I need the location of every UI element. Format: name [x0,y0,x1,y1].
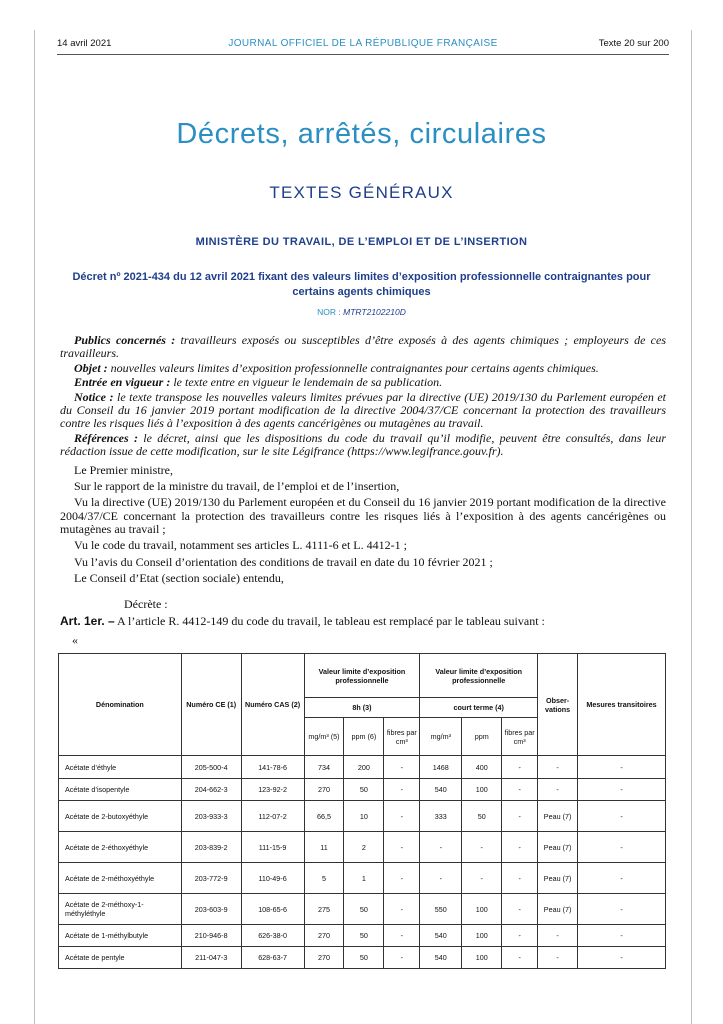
cell-mgct: 540 [420,947,462,969]
cell-ppmct: 100 [462,779,502,801]
cell-ce: 205-500-4 [181,756,241,779]
cell-fib8: - [384,801,420,832]
cell-fibct: - [502,756,538,779]
table-row [59,863,666,894]
notice-label: Entrée en vigueur : [74,375,171,390]
section-title: Décrets, arrêtés, circulaires [176,118,547,150]
header-text-number: Texte 20 sur 200 [598,38,669,49]
cell-mes: - [578,925,666,947]
notice-label: Objet : [74,360,108,375]
cell-name: Acétate de 1-méthylbutyle [59,925,182,947]
cell-name: Acétate d’isopentyle [59,779,182,801]
article-1 [60,614,666,629]
notice-text: le texte transpose les nouvelles valeurs limites prévues par la directive (UE) 2019/130 du Parlement européen et du Conseil du 16 janvier 2019 portant modification de la directive 2004/37/CE concernant la protection des travailleurs contre les risques liés à l’exposition à des agents cancérigènes ou mutagènes au travail. [60,389,666,431]
cell-fib8: - [384,947,420,969]
preamble-paragraph: Le Premier ministre, [74,463,173,477]
cell-fibct: - [502,779,538,801]
cell-fib8: - [384,779,420,801]
notice-text: le décret, ainsi que les dispositions du code du travail qu’il modifie, peuvent être consultés, dans leur rédaction issue de cette modification, sur le site Légifrance (https://www.legifrance.gouv.fr). [60,430,666,459]
cell-fib8: - [384,925,420,947]
cell-fib8: - [384,832,420,863]
cell-mes: - [578,779,666,801]
header-date: 14 avril 2021 [57,38,112,49]
table-row [59,801,666,832]
table-row [59,947,666,969]
cell-obs: Peau (7) [538,832,578,863]
nor-label: NOR : [317,307,341,317]
header-rule [57,54,669,55]
cell-fib8: - [384,756,420,779]
preamble-paragraph: Vu la directive (UE) 2019/130 du Parlement européen et du Conseil du 16 janvier 2019 portant modification de la directive 2004/37/CE concernant la protection des travailleurs contre les risques liés à l’exposition à des agents cancérigènes ou mutagènes au travail ; [60,495,666,537]
decree-preamble [60,464,666,588]
cell-mes: - [578,756,666,779]
nor-code: MTRT2102210D [343,307,406,317]
cell-mgct: 1468 [420,756,462,779]
cell-fibct: - [502,947,538,969]
col-ppm-8h: ppm (6) [344,718,384,756]
col-fibres-8h: fibres par cm³ [384,718,420,756]
cell-ppm8: 2 [344,832,384,863]
cell-obs: - [538,756,578,779]
cell-name: Acétate de 2-méthoxy-1-méthyléthyle [59,894,182,925]
article-text: A l’article R. 4412-149 du code du travail, le tableau est remplacé par le tableau suivant : [114,614,545,628]
cell-name: Acétate d’éthyle [59,756,182,779]
preamble-paragraph: Sur le rapport de la ministre du travail, de l’emploi et de l’insertion, [74,479,400,494]
cell-fib8: - [384,894,420,925]
cell-mg8: 734 [304,756,344,779]
cell-mes: - [578,801,666,832]
cell-obs: Peau (7) [538,894,578,925]
col-observations: Obser-vations [538,654,578,756]
cell-ppmct: 100 [462,925,502,947]
cell-obs: - [538,779,578,801]
cell-obs: Peau (7) [538,863,578,894]
notice-item [60,432,666,459]
cell-mg8: 66,5 [304,801,344,832]
notice-item [60,334,666,361]
notice-label: Publics concernés : [74,333,176,347]
preamble-paragraph: Le Conseil d’Etat (section sociale) entendu, [74,570,284,585]
cell-mgct: 550 [420,894,462,925]
cell-name: Acétate de 2-éthoxyéthyle [59,832,182,863]
cell-cas: 110-49-6 [241,863,304,894]
cell-name: Acétate de pentyle [59,947,182,969]
cell-obs: - [538,947,578,969]
cell-mgct: 333 [420,801,462,832]
col-mesures: Mesures transitoires [578,654,666,756]
cell-fibct: - [502,925,538,947]
cell-obs: Peau (7) [538,801,578,832]
notice-item [60,391,666,431]
cell-ppmct: - [462,832,502,863]
col-group-vle: Valeur limite d’exposition professionnelle [304,654,420,698]
cell-fibct: - [502,801,538,832]
table-row [59,756,666,779]
cell-name: Acétate de 2-méthoxyéthyle [59,863,182,894]
preamble-paragraph: Vu l’avis du Conseil d’orientation des conditions de travail en date du 10 février 2021 ; [74,554,493,569]
table-row [59,925,666,947]
cell-cas: 111-15-9 [241,832,304,863]
notice-label: Notice : [74,389,114,404]
cell-ppmct: - [462,863,502,894]
cell-mes: - [578,832,666,863]
cell-cas: 626-38-0 [241,925,304,947]
decrete-line: Décrète : [124,597,168,611]
cell-ce: 203-772-9 [181,863,241,894]
cell-ce: 203-933-3 [181,801,241,832]
cell-ppm8: 50 [344,925,384,947]
col-ppm-ct: ppm [462,718,502,756]
col-group-court-terme: Valeur limite d’exposition professionnelle [420,654,538,698]
nor-reference [0,307,723,317]
cell-obs: - [538,925,578,947]
cell-ppm8: 50 [344,894,384,925]
cell-ppm8: 200 [344,756,384,779]
cell-mg8: 270 [304,779,344,801]
decree-title: Décret nº 2021-434 du 12 avril 2021 fixant des valeurs limites d’exposition professionnelle contraignantes pour certains agents chimiques [72,271,651,298]
col-numero-ce: Numéro CE (1) [181,654,241,756]
cell-mgct: 540 [420,925,462,947]
notice-text: le texte entre en vigueur le lendemain de sa publication. [170,375,443,390]
cell-mgct: 540 [420,779,462,801]
cell-ppm8: 1 [344,863,384,894]
cell-mg8: 270 [304,925,344,947]
cell-ppmct: 400 [462,756,502,779]
cell-ppm8: 50 [344,779,384,801]
cell-ce: 211-047-3 [181,947,241,969]
exposure-limits-table [58,653,666,969]
notice-text: nouvelles valeurs limites d’exposition professionnelle contraignantes pour certains agents chimiques. [107,360,599,375]
col-denomination: Dénomination [59,654,182,756]
cell-cas: 108-65-6 [241,894,304,925]
cell-ppmct: 100 [462,894,502,925]
notice-item [60,362,666,375]
cell-mg8: 5 [304,863,344,894]
cell-ce: 210-946-8 [181,925,241,947]
notice-block [60,334,666,460]
cell-ppmct: 50 [462,801,502,832]
col-8h: 8h (3) [304,698,420,718]
notice-text: travailleurs exposés ou susceptibles d’être exposés à des agents chimiques ; employeurs de ces travailleurs. [60,333,667,361]
cell-ce: 204-662-3 [181,779,241,801]
table-row [59,894,666,925]
cell-fibct: - [502,863,538,894]
notice-label: Références : [74,430,138,445]
col-fibres-ct: fibres par cm³ [502,718,538,756]
cell-mes: - [578,947,666,969]
cell-cas: 141-78-6 [241,756,304,779]
cell-ce: 203-603-9 [181,894,241,925]
cell-ppmct: 100 [462,947,502,969]
col-court-terme: court terme (4) [420,698,538,718]
col-numero-cas: Numéro CAS (2) [241,654,304,756]
cell-fibct: - [502,894,538,925]
opening-quote: « [72,633,78,647]
cell-mg8: 270 [304,947,344,969]
cell-mg8: 275 [304,894,344,925]
col-mgm3-ct: mg/m³ [420,718,462,756]
cell-ppm8: 50 [344,947,384,969]
cell-mgct: - [420,863,462,894]
cell-name: Acétate de 2-butoxyéthyle [59,801,182,832]
table-row [59,779,666,801]
cell-cas: 112-07-2 [241,801,304,832]
cell-mes: - [578,863,666,894]
col-mgm3-8h: mg/m³ (5) [304,718,344,756]
cell-cas: 123-92-2 [241,779,304,801]
cell-fibct: - [502,832,538,863]
ministry-heading: MINISTÈRE DU TRAVAIL, DE L’EMPLOI ET DE L’INSERTION [195,236,528,248]
cell-mes: - [578,894,666,925]
cell-fib8: - [384,863,420,894]
cell-cas: 628-63-7 [241,947,304,969]
cell-mgct: - [420,832,462,863]
header-journal-title: JOURNAL OFFICIEL DE LA RÉPUBLIQUE FRANÇAISE [228,38,498,49]
article-label: Art. 1er. – [60,614,115,628]
cell-ppm8: 10 [344,801,384,832]
notice-item [60,376,666,389]
table-row [59,832,666,863]
section-subtitle: TEXTES GÉNÉRAUX [269,183,454,202]
preamble-paragraph: Vu le code du travail, notamment ses articles L. 4111-6 et L. 4412-1 ; [74,538,407,553]
cell-mg8: 11 [304,832,344,863]
cell-ce: 203-839-2 [181,832,241,863]
